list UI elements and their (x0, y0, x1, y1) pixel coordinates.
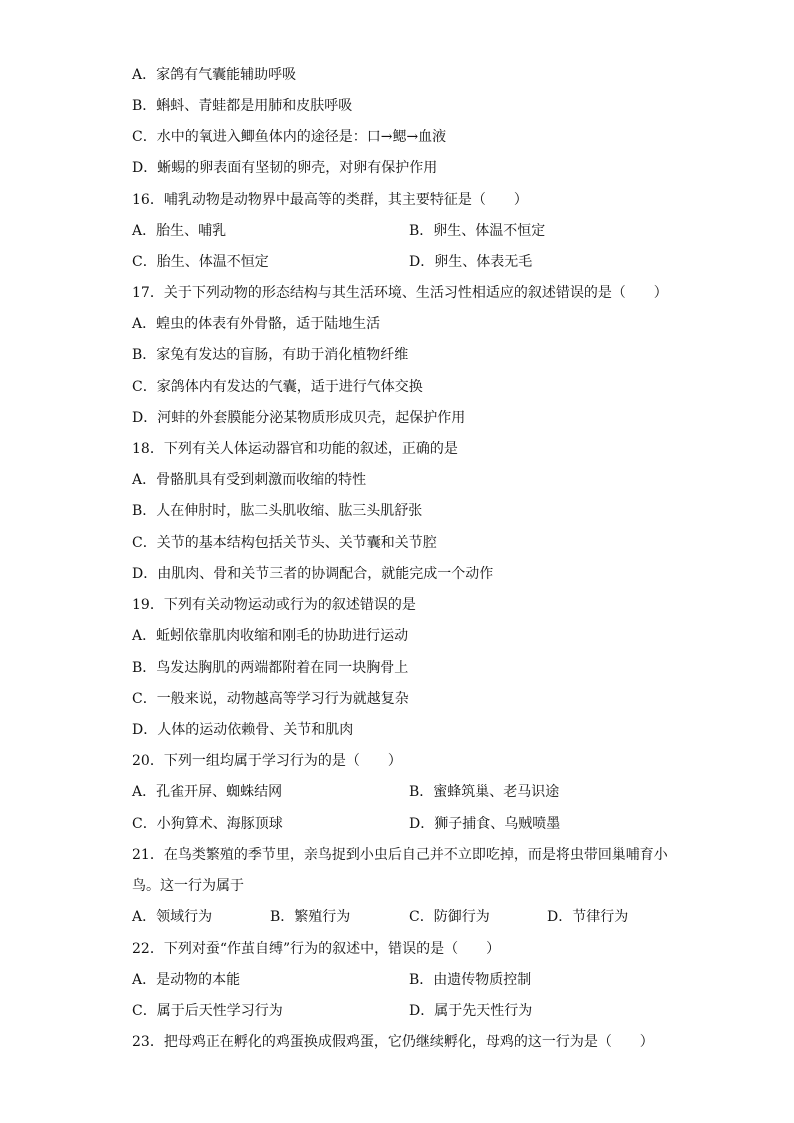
question-16: 16．哺乳动物是动物界中最高等的类群，其主要特征是（ ） (132, 192, 528, 208)
question-21-options-row (132, 902, 692, 933)
question-21-option-c: C．防御行为 (409, 909, 490, 925)
question-22: 22．下列对蚕“作茧自缚”行为的叙述中，错误的是（ ） (132, 941, 501, 957)
question-19-option-d: D．人体的运动依赖骨、关节和肌肉 (132, 722, 354, 738)
question-18-option-d: D．由肌肉、骨和关节三者的协调配合，就能完成一个动作 (132, 566, 494, 582)
question-22-option-d: D．属于先天性行为 (409, 1003, 533, 1019)
question-22-option-a: A．是动物的本能 (132, 972, 241, 988)
question-16-option-d: D．卵生、体表无毛 (409, 254, 533, 270)
question-18-option-b: B．人在伸肘时，肱二头肌收缩、肱三头肌舒张 (132, 503, 423, 519)
question-20-option-b: B．蜜蜂筑巢、老马识途 (409, 784, 560, 800)
question-20-option-d: D．狮子捕食、乌贼喷墨 (409, 816, 561, 832)
question-16-options-row-1 (132, 216, 692, 247)
question-18-option-c: C．关节的基本结构包括关节头、关节囊和关节腔 (132, 535, 437, 551)
question-22-options-row-2 (132, 996, 692, 1027)
question-22-option-c: C．属于后天性学习行为 (132, 1003, 283, 1019)
question-20-options-row-2 (132, 809, 692, 840)
question-22-option-b: B．由遗传物质控制 (409, 972, 532, 988)
option-a-line: A．家鸽有气囊能辅助呼吸 (132, 67, 297, 83)
question-19-option-a: A．蚯蚓依靠肌肉收缩和刚毛的协助进行运动 (132, 628, 409, 644)
question-16-options-row-2 (132, 247, 692, 278)
question-22-options-row-1 (132, 965, 692, 996)
question-18-option-a: A．骨骼肌具有受到刺激而收缩的特性 (132, 472, 367, 488)
question-17-option-d: D．河蚌的外套膜能分泌某物质形成贝壳，起保护作用 (132, 410, 466, 426)
question-16-option-a: A．胎生、哺乳 (132, 223, 227, 239)
question-16-option-c: C．胎生、体温不恒定 (132, 254, 269, 270)
question-17: 17．关于下列动物的形态结构与其生活环境、生活习性相适应的叙述错误的是（ ） (132, 285, 668, 301)
question-21: 21．在鸟类繁殖的季节里，亲鸟捉到小虫后自己并不立即吃掉，而是将虫带回巢哺育小 (132, 847, 668, 863)
question-20: 20．下列一组均属于学习行为的是（ ） (132, 753, 402, 769)
question-20-options-row-1 (132, 777, 692, 808)
question-19-option-c: C．一般来说，动物越高等学习行为就越复杂 (132, 691, 409, 707)
option-b-line: B．蝌蚪、青蛙都是用肺和皮肤呼吸 (132, 98, 353, 114)
question-20-option-a: A．孔雀开屏、蜘蛛结网 (132, 784, 283, 800)
option-c-line: C．水中的氧进入鲫鱼体内的途径是：口→鳃→血液 (132, 129, 447, 145)
question-20-option-c: C．小狗算术、海豚顶球 (132, 816, 283, 832)
question-23: 23．把母鸡正在孵化的鸡蛋换成假鸡蛋，它仍继续孵化，母鸡的这一行为是（ ） (132, 1034, 654, 1050)
question-17-option-a: A．蝗虫的体表有外骨骼，适于陆地生活 (132, 316, 381, 332)
question-21-continuation: 鸟。这一行为属于 (132, 878, 244, 894)
question-19: 19．下列有关动物运动或行为的叙述错误的是 (132, 597, 416, 613)
question-21-option-b: B．繁殖行为 (270, 909, 351, 925)
question-21-option-d: D．节律行为 (547, 909, 629, 925)
question-18: 18．下列有关人体运动器官和功能的叙述，正确的是 (132, 441, 458, 457)
question-21-option-a: A．领域行为 (132, 909, 213, 925)
question-16-option-b: B．卵生、体温不恒定 (409, 223, 546, 239)
option-d-line: D．蜥蜴的卵表面有坚韧的卵壳，对卵有保护作用 (132, 160, 438, 176)
question-17-option-b: B．家兔有发达的盲肠，有助于消化植物纤维 (132, 347, 409, 363)
question-17-option-c: C．家鸽体内有发达的气囊，适于进行气体交换 (132, 379, 423, 395)
question-19-option-b: B．鸟发达胸肌的两端都附着在同一块胸骨上 (132, 660, 409, 676)
